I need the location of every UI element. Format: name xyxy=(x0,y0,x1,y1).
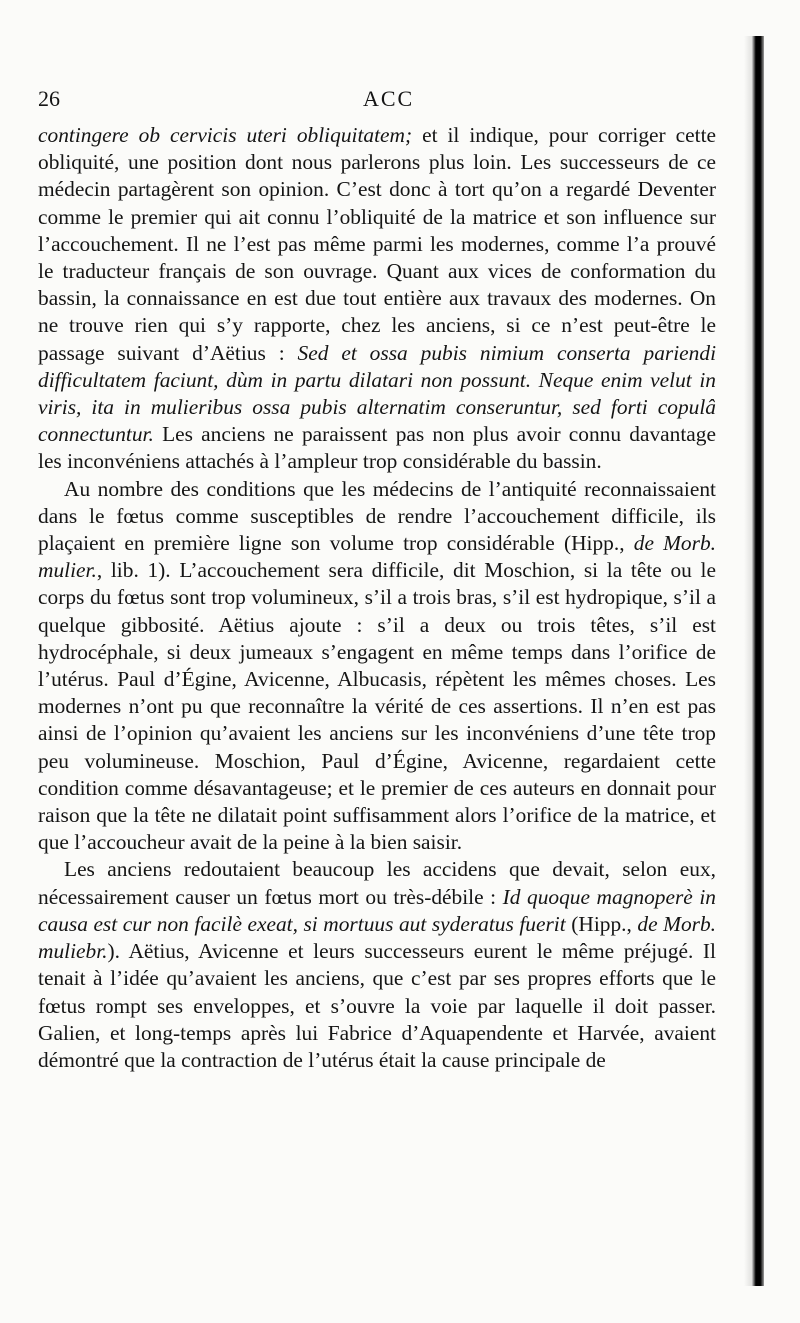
paragraph-1-run-4: Les anciens ne paraissent pas non plus avoir connu davantage les inconvéniens attachés à l’ampleur trop considérable du bassin. xyxy=(38,422,716,474)
paragraph-1 xyxy=(38,122,716,476)
paragraph-3-run-4: de Morb. muliebr. xyxy=(38,911,717,964)
page-number: 26 xyxy=(38,86,60,111)
book-binding-edge xyxy=(752,36,764,1286)
paragraph-3-run-5: ). Aëtius, Avicenne et leurs successeurs eurent le même préjugé. Il tenait à l’idée qu’avaient les anciens, que c’est par ses propres efforts que le fœtus rompt ses enveloppes, et s’ouvre la voie par laquelle il doit passer. Galien, et long-temps après lui Fabrice d’Aquapendente et Harvée, avaient démontré que la contraction de l’utérus était la cause principale de xyxy=(38,939,716,1072)
paragraph-1-run-1: contingere ob cervicis uteri obliquitatem; xyxy=(38,123,423,147)
paragraph-3 xyxy=(38,856,716,1074)
paragraph-2-run-3: , lib. 1). L’accouchement sera difficile, dit Moschion, si la tête ou le corps du fœtus sont trop volumineux, s’il a trois bras, s’il est hydropique, s’il a quelque gibbosité. Aëtius ajoute : s’il a deux ou trois têtes, s’il est hydrocéphale, si deux jumeaux s’engagent en même temps dans l’orifice de l’utérus. Paul d’Égine, Avicenne, Albucasis, répètent les mêmes choses. Les modernes n’ont pu que reconnaître la vérité de ces assertions. Il n’en est pas ainsi de l’opinion qu’avaient les anciens sur les inconvéniens d’une tête trop peu volumineuse. Moschion, Paul d’Égine, Avicenne, regardaient cette condition comme désavantageuse; et le premier de ces auteurs en donnait pour raison que la tête ne dilatait point suffisamment alors l’orifice de la matrice, et que l’accoucheur avait de la peine à la bien saisir. xyxy=(38,558,716,855)
paragraph-3-run-2: Id quoque magnoperè in causa est cur non facilè exeat, si mortuus aut syderatus fuerit xyxy=(38,884,716,936)
paragraph-2 xyxy=(38,476,716,857)
paragraph-1-run-2: et il indique, pour corriger cette obliquité, une position dont nous parlerons plus loin. Les successeurs de ce médecin partagèrent son opinion. C’est donc à tort qu’on a regardé Deventer comme le premier qui ait connu l’obliquité de la matrice et son influence sur l’accouchement. Il ne l’est pas même parmi les modernes, comme l’a prouvé le traducteur français de son ouvrage. Quant aux vices de conformation du bassin, la connaissance en est due tout entière aux travaux des modernes. On ne trouve rien qui s’y rapporte, chez les anciens, si ce n’est peut-être le passage suivant d’Aëtius : xyxy=(38,123,717,365)
running-head: ACC xyxy=(363,86,415,111)
page-text xyxy=(38,122,716,1074)
page-header xyxy=(38,86,718,120)
paragraph-2-run-1: Au nombre des conditions que les médecins de l’antiquité reconnaissaient dans le fœtus comme susceptibles de rendre l’accouchement difficile, ils plaçaient en première ligne son volume trop considérable (Hipp., xyxy=(38,476,716,556)
paragraph-1-run-3: Sed et ossa pubis nimium conserta pariendi difficultatem faciunt, dùm in partu dilatari non possunt. Neque enim velut in viris, ita in mulieribus ossa pubis alternatim conseruntur, sed forti copulâ connectuntur. xyxy=(38,340,717,447)
paragraph-3-run-1: Les anciens redoutaient beaucoup les accidens que devait, selon eux, nécessairement causer un fœtus mort ou très-débile : xyxy=(38,857,716,909)
paragraph-2-run-2: de Morb. mulier. xyxy=(38,531,716,583)
paragraph-3-run-3: (Hipp., xyxy=(565,911,638,936)
